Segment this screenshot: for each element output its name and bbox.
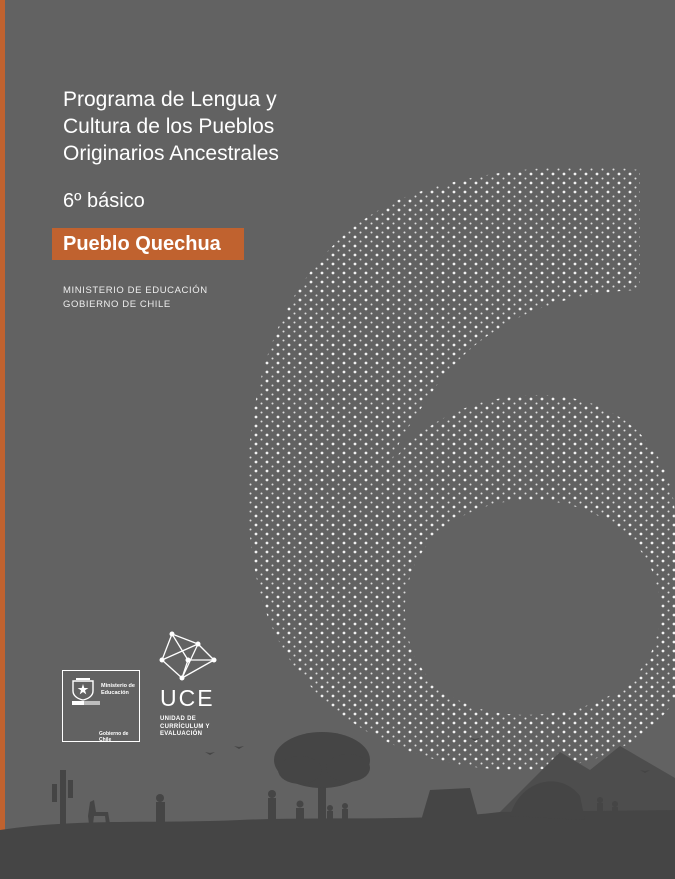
ministry-logo-gov: Gobierno de Chile — [99, 731, 129, 743]
uce-acronym: UCE — [160, 685, 215, 711]
cover-title: Programa de Lengua y Cultura de los Pueblos Originarios Ancestrales — [63, 88, 279, 165]
ministry-credit — [63, 284, 208, 312]
chile-shield-icon — [70, 677, 96, 701]
uce-subtitle-line: EVALUACIÓN — [160, 731, 203, 737]
ministry-line: MINISTERIO DE EDUCACIÓN — [63, 285, 208, 296]
government-line: GOBIERNO DE CHILE — [63, 299, 171, 310]
uce-subtitle-line: CURRÍCULUM Y — [160, 723, 210, 730]
uce-subtitle-line: UNIDAD DE — [160, 716, 197, 722]
ministry-logo-name: Ministerio de Educación — [101, 683, 135, 696]
grade-label: 6º básico — [63, 190, 145, 212]
pueblo-badge: Pueblo Quechua — [52, 228, 244, 260]
uce-network-icon — [158, 630, 218, 682]
landscape-silhouette — [0, 700, 675, 879]
